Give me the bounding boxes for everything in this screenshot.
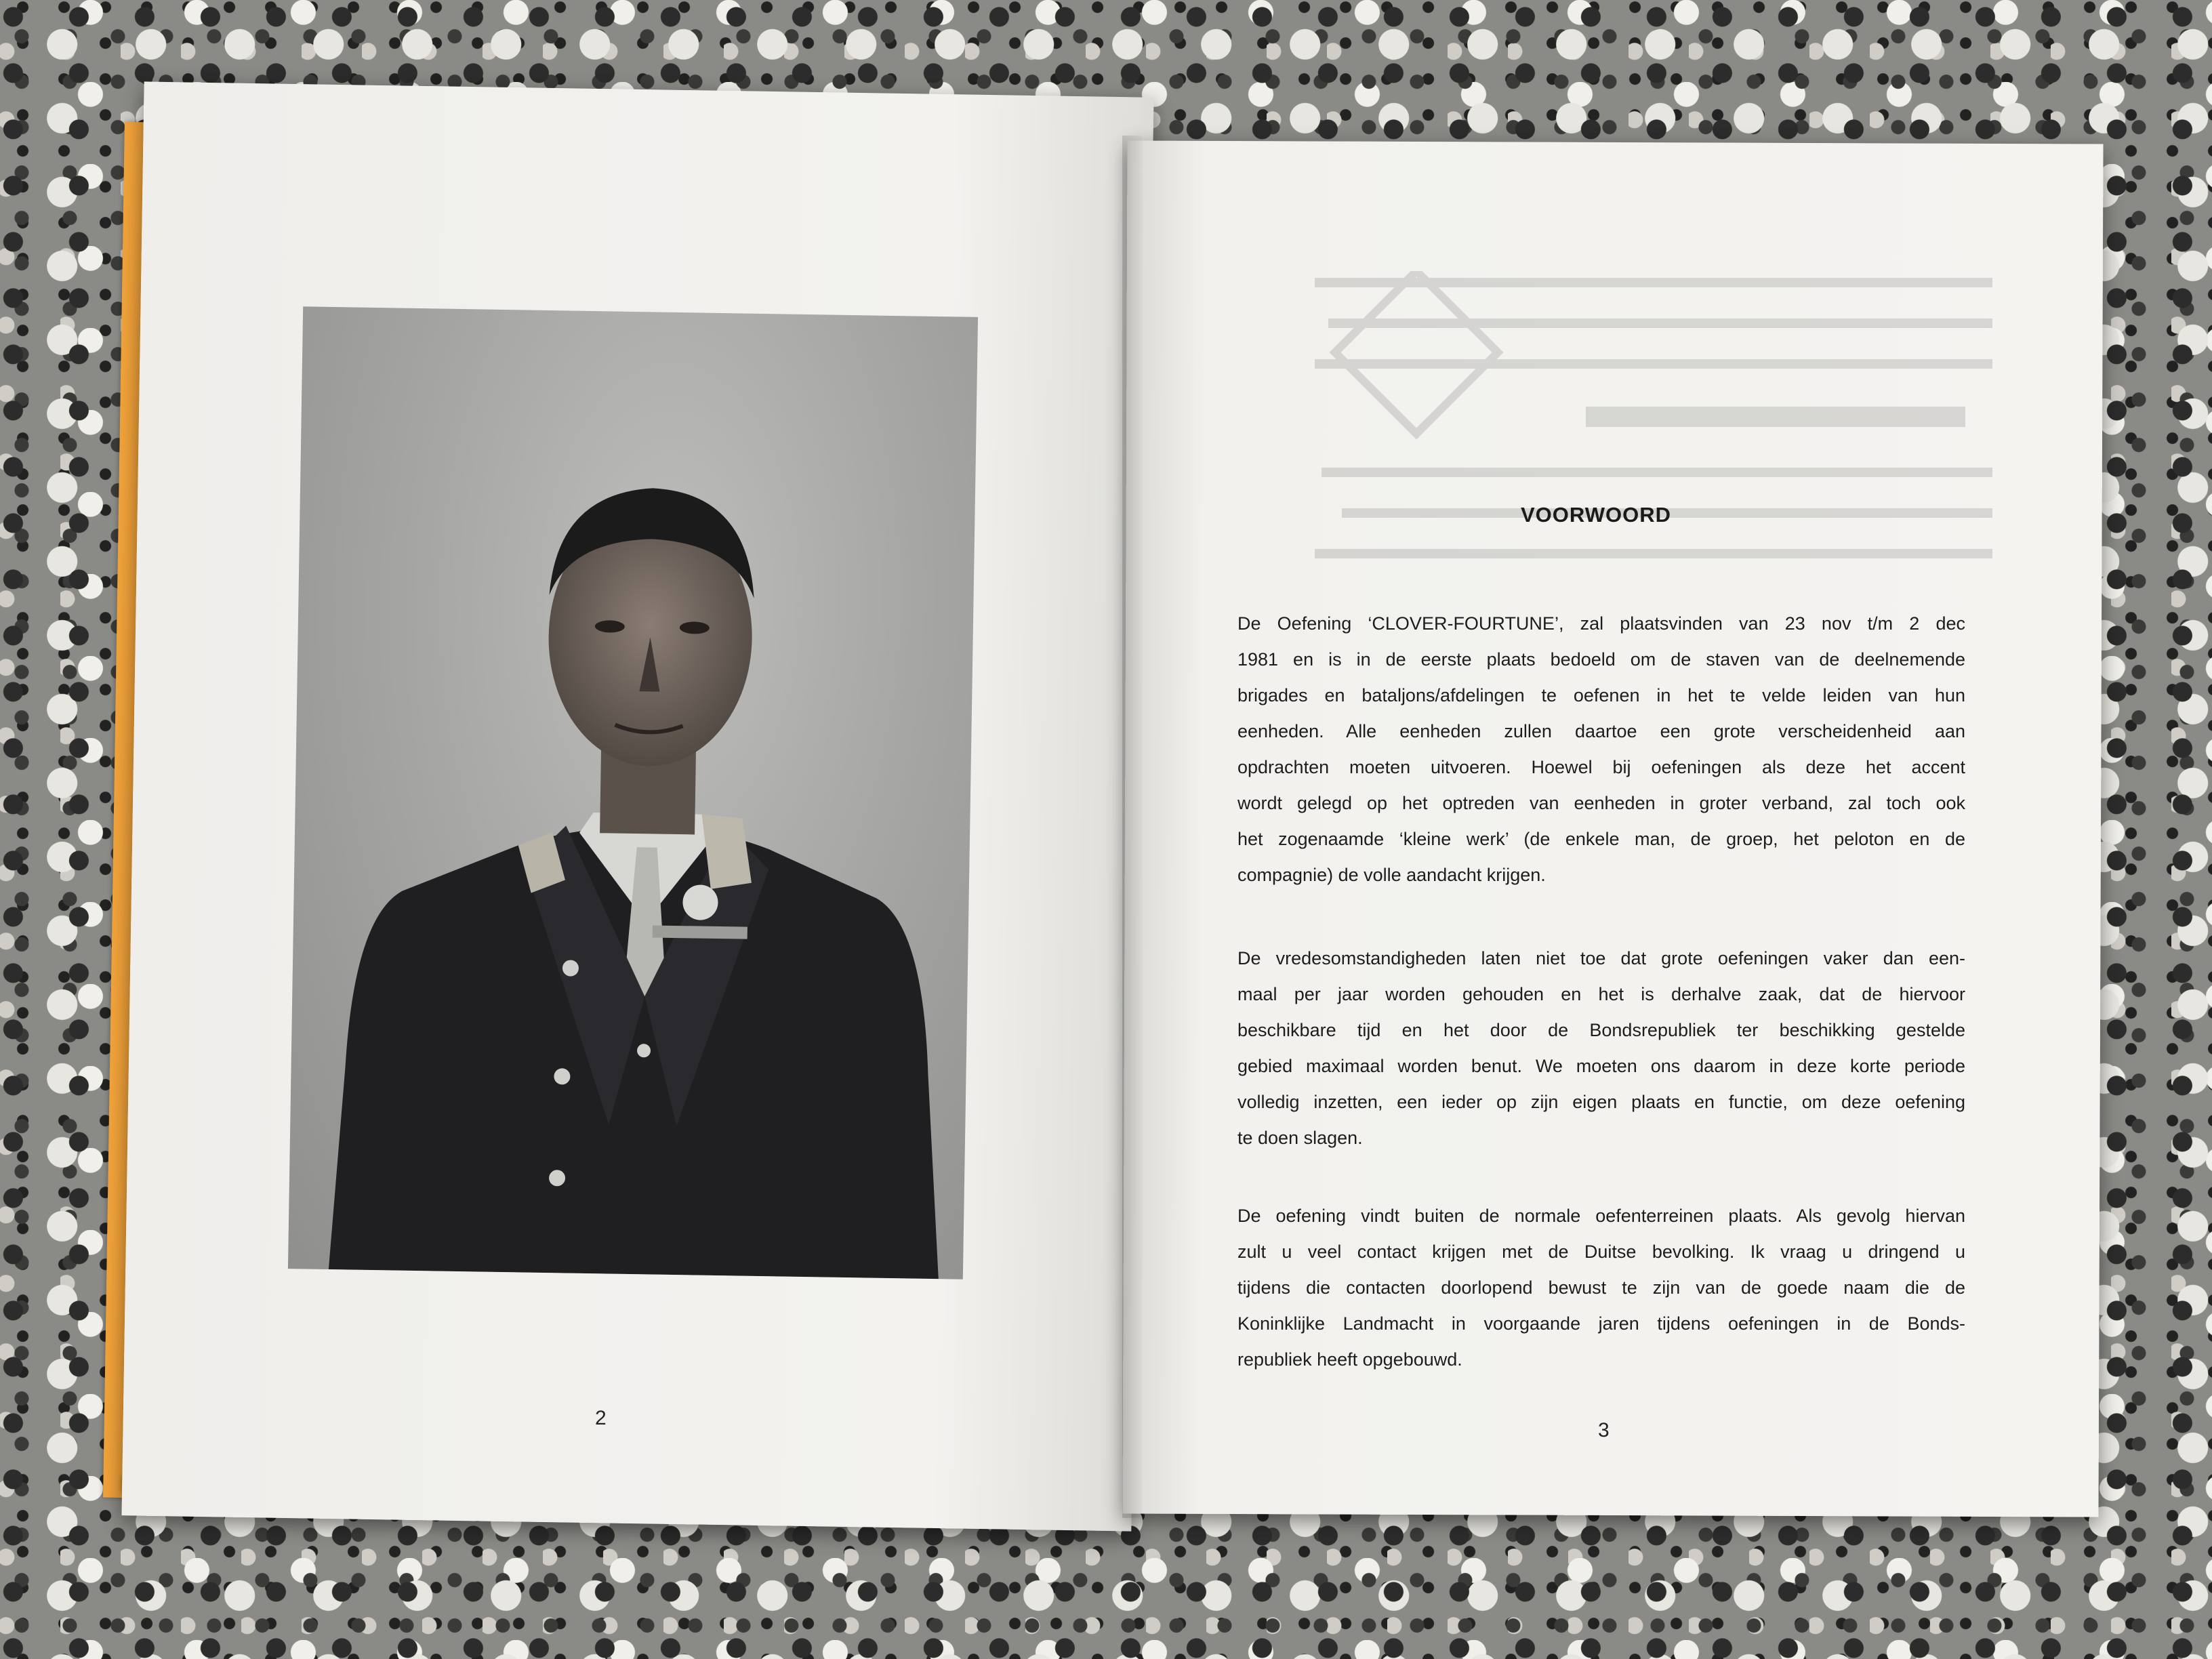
text-line: het zogenaamde ‘kleine werk’ (de enkele man, de groep, het peloton en de (1237, 829, 1965, 849)
text-line: brigades en bataljons/afdelingen te oefenen in het te velde leiden van hun (1237, 685, 1965, 705)
text-line: volledig inzetten, een ieder op zijn eigen plaats en functie, om deze oefening (1237, 1092, 1965, 1112)
text-line: gebied maximaal worden benut. We moeten ons daarom in deze korte periode (1237, 1056, 1965, 1076)
portrait-photo (288, 306, 978, 1279)
text-line: opdrachten moeten uitvoeren. Hoewel bij oefeningen als deze het accent (1237, 757, 1965, 777)
text-line: Koninklijke Landmacht in voorgaande jaren tijdens oefeningen in de Bonds- (1237, 1313, 1965, 1334)
text-line: wordt gelegd op het optreden van eenheden in groter verband, zal toch ook (1237, 793, 1965, 813)
page-number-left: 2 (595, 1407, 607, 1429)
page-number-right: 3 (1598, 1419, 1610, 1441)
paragraph-3 (1237, 1198, 1965, 1378)
text-line: maal per jaar worden gehouden en het is derhalve zaak, dat de hiervoor (1237, 984, 1965, 1004)
text-line: beschikbare tijd en het door de Bondsrepubliek ter beschikking gestelde (1237, 1020, 1965, 1040)
text-line: republiek heeft opgebouwd. (1237, 1349, 1462, 1370)
text-line: zult u veel contact krijgen met de Duitse bevolking. Ik vraag u dringend u (1237, 1242, 1965, 1262)
paragraph-2 (1237, 941, 1965, 1156)
text-line: De vredesomstandigheden laten niet toe dat grote oefeningen vaker dan een- (1237, 948, 1965, 968)
text-line: compagnie) de volle aandacht krijgen. (1237, 865, 1546, 885)
page-heading: VOORWOORD (1521, 503, 1671, 527)
show-through-text (1247, 271, 2006, 651)
portrait-illustration (288, 306, 978, 1279)
text-line: 1981 en is in de eerste plaats bedoeld om de staven van de deelnemende (1237, 649, 1965, 670)
text-line: eenheden. Alle eenheden zullen daartoe een grote verscheidenheid aan (1237, 721, 1965, 741)
text-line: De oefening vindt buiten de normale oefenterreinen plaats. Als gevolg hiervan (1237, 1206, 1965, 1226)
paragraph-1 (1237, 606, 1965, 893)
book-gutter (1122, 136, 1143, 1518)
text-line: De Oefening ‘CLOVER-FOURTUNE’, zal plaatsvinden van 23 nov t/m 2 dec (1237, 613, 1965, 634)
text-line: te doen slagen. (1237, 1128, 1363, 1148)
text-line: tijdens die contacten doorlopend bewust te zijn van de goede naam die de (1237, 1277, 1965, 1298)
